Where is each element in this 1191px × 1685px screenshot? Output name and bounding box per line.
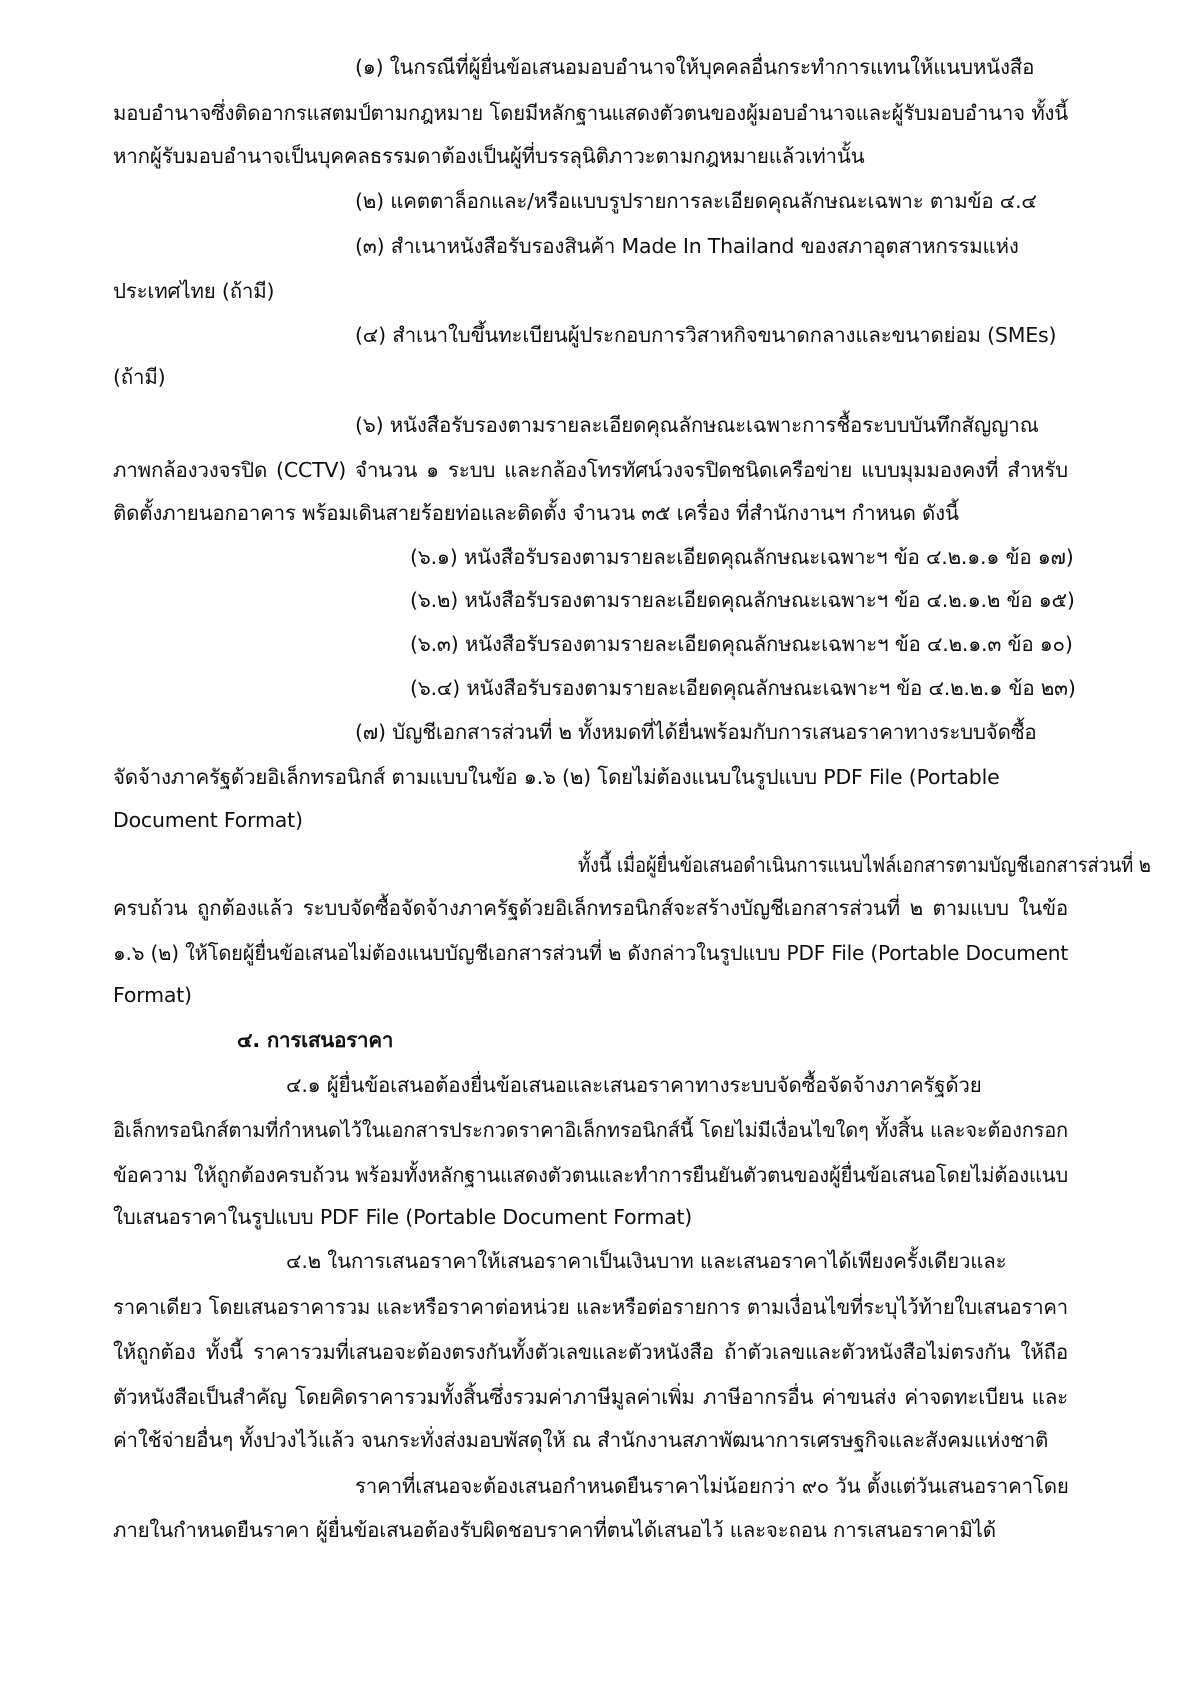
text-line: อิเล็กทรอนิกส์ตามที่กำหนดไว้ในเอกสารประกวดราคาอิเล็กทรอนิกส์นี้ โดยไม่มีเงื่อนไขใดๆ ทั้งสิ้น และจะต้องกรอก — [113, 1118, 1068, 1142]
text-line: (๖.๓) หนังสือรับรองตามรายละเอียดคุณลักษณะเฉพาะฯ ข้อ ๔.๒.๑.๓ ข้อ ๑๐) — [410, 632, 1073, 656]
text-line: ทั้งนี้ เมื่อผู้ยื่นข้อเสนอดำเนินการแนบไฟล์เอกสารตามบัญชีเอกสารส่วนที่ ๒ — [578, 853, 1151, 877]
text-line: จัดจ้างภาครัฐด้วยอิเล็กทรอนิกส์ ตามแบบในข้อ ๑.๖ (๒) โดยไม่ต้องแนบในรูปแบบ PDF File (Portable — [113, 765, 1000, 789]
section-heading: ๔. การเสนอราคา — [237, 1028, 394, 1052]
text-line: ภายในกำหนดยืนราคา ผู้ยื่นข้อเสนอต้องรับผิดชอบราคาที่ตนได้เสนอไว้ และจะถอน การเสนอราคามิได้ — [113, 1518, 996, 1542]
text-line: (๔) สำเนาใบขึ้นทะเบียนผู้ประกอบการวิสาหกิจขนาดกลางและขนาดย่อม (SMEs) — [355, 323, 1057, 347]
text-line: ให้ถูกต้อง ทั้งนี้ ราคารวมที่เสนอจะต้องตรงกันทั้งตัวเลขและตัวหนังสือ ถ้าตัวเลขและตัวหนังสือไม่ตรงกัน ให้ถือ — [113, 1340, 1068, 1364]
text-line: Format) — [113, 983, 192, 1007]
text-line: ราคาเดียว โดยเสนอราคารวม และหรือราคาต่อหน่วย และหรือต่อรายการ ตามเงื่อนไขที่ระบุไว้ท้ายใบเสนอราคา — [113, 1295, 1068, 1319]
text-line: ครบถ้วน ถูกต้องแล้ว ระบบจัดซื้อจัดจ้างภาครัฐด้วยอิเล็กทรอนิกส์จะสร้างบัญชีเอกสารส่วนที่ ๒ ตามแบบ ในข้อ — [113, 896, 1068, 920]
text-line: (๗) บัญชีเอกสารส่วนที่ ๒ ทั้งหมดที่ได้ยื่นพร้อมกับการเสนอราคาทางระบบจัดซื้อ — [355, 720, 1037, 744]
text-line: ภาพกล้องวงจรปิด (CCTV) จำนวน ๑ ระบบ และกล้องโทรทัศน์วงจรปิดชนิดเครือข่าย แบบมุมมองคงที่ สำหรับ — [113, 458, 1068, 482]
text-line: (ถ้ามี) — [113, 365, 166, 389]
text-line: ค่าใช้จ่ายอื่นๆ ทั้งปวงไว้แล้ว จนกระทั่งส่งมอบพัสดุให้ ณ สำนักงานสภาพัฒนาการเศรษฐกิจและสังคมแห่งชาติ — [113, 1428, 1049, 1452]
text-line: (๒) แคตตาล็อกและ/หรือแบบรูปรายการละเอียดคุณลักษณะเฉพาะ ตามข้อ ๔.๔ — [355, 189, 1037, 213]
text-line: หากผู้รับมอบอำนาจเป็นบุคคลธรรมดาต้องเป็นผู้ที่บรรลุนิติภาวะตามกฎหมายแล้วเท่านั้น — [113, 144, 865, 168]
text-line: ๑.๖ (๒) ให้โดยผู้ยื่นข้อเสนอไม่ต้องแนบบัญชีเอกสารส่วนที่ ๒ ดังกล่าวในรูปแบบ PDF File (Portable Document — [113, 941, 1068, 965]
text-line: ราคาที่เสนอจะต้องเสนอกำหนดยืนราคาไม่น้อยกว่า ๙๐ วัน ตั้งแต่วันเสนอราคาโดย — [355, 1474, 1069, 1498]
text-line: (๖) หนังสือรับรองตามรายละเอียดคุณลักษณะเฉพาะการชื้อระบบบันทึกสัญญาณ — [355, 413, 1039, 437]
text-line: ๔.๑ ผู้ยื่นข้อเสนอต้องยื่นข้อเสนอและเสนอราคาทางระบบจัดซื้อจัดจ้างภาครัฐด้วย — [286, 1073, 982, 1097]
text-line: Document Format) — [113, 808, 303, 832]
text-line: (๓) สำเนาหนังสือรับรองสินค้า Made In Thailand ของสภาอุตสาหกรรมแห่ง — [355, 234, 1019, 258]
text-line: (๖.๑) หนังสือรับรองตามรายละเอียดคุณลักษณะเฉพาะฯ ข้อ ๔.๒.๑.๑ ข้อ ๑๗) — [410, 545, 1074, 569]
text-line: ข้อความ ให้ถูกต้องครบถ้วน พร้อมทั้งหลักฐานแสดงตัวตนและทำการยืนยันตัวตนของผู้ยื่นข้อเสนอโดยไม่ต้องแนบ — [113, 1163, 1068, 1187]
text-line: (๖.๔) หนังสือรับรองตามรายละเอียดคุณลักษณะเฉพาะฯ ข้อ ๔.๒.๒.๑ ข้อ ๒๓) — [410, 676, 1076, 700]
text-line: ตัวหนังสือเป็นสำคัญ โดยคิดราคารวมทั้งสิ้นซึ่งรวมค่าภาษีมูลค่าเพิ่ม ภาษีอากรอื่น ค่าขนส่ง ค่าจดทะเบียน และ — [113, 1385, 1068, 1409]
text-line: มอบอำนาจซึ่งติดอากรแสตมป์ตามกฎหมาย โดยมีหลักฐานแสดงตัวตนของผู้มอบอำนาจและผู้รับมอบอำนาจ ทั้งนี้ — [113, 101, 1068, 125]
text-line: ใบเสนอราคาในรูปแบบ PDF File (Portable Document Format) — [113, 1205, 693, 1229]
text-line: ประเทศไทย (ถ้ามี) — [113, 279, 275, 303]
text-line: (๑) ในกรณีที่ผู้ยื่นข้อเสนอมอบอำนาจให้บุคคลอื่นกระทำการแทนให้แนบหนังสือ — [355, 55, 1035, 79]
text-line: ติดตั้งภายนอกอาคาร พร้อมเดินสายร้อยท่อและติดตั้ง จำนวน ๓๕ เครื่อง ที่สำนักงานฯ กำหนด ดังนี้ — [113, 501, 959, 525]
text-line: (๖.๒) หนังสือรับรองตามรายละเอียดคุณลักษณะเฉพาะฯ ข้อ ๔.๒.๑.๒ ข้อ ๑๕) — [410, 588, 1075, 612]
text-line: ๔.๒ ในการเสนอราคาให้เสนอราคาเป็นเงินบาท และเสนอราคาได้เพียงครั้งเดียวและ — [286, 1249, 1007, 1273]
